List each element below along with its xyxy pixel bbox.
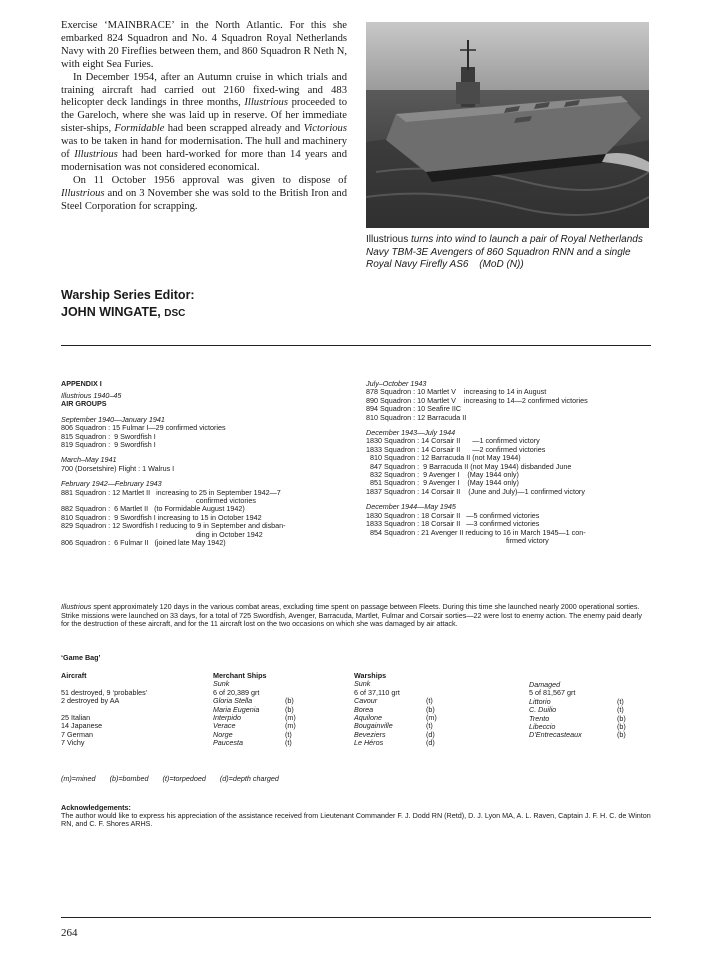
merchant-ship-row: Verace (m) bbox=[213, 721, 296, 731]
aircraft-row: 2 destroyed by AA bbox=[61, 696, 120, 706]
summary-note bbox=[61, 603, 651, 629]
aircraft-row: 7 German bbox=[61, 729, 93, 739]
legend-item: (m)=mined bbox=[61, 774, 96, 783]
appendix-left-line: 815 Squadron : 9 Swordfish I bbox=[61, 431, 156, 441]
warships-damaged-total: 5 of 81,567 grt bbox=[529, 688, 576, 698]
merchant-ship-row: Norge (t) bbox=[213, 729, 292, 739]
appendix-right-line: December 1943—July 1944 bbox=[366, 428, 456, 438]
appendix-left-line: AIR GROUPS bbox=[61, 399, 107, 409]
appendix-right-line: 894 Squadron : 10 Seafire IIC bbox=[366, 404, 462, 414]
warship-damaged-row: D’Entrecasteaux (b) bbox=[529, 730, 626, 740]
appendix-right-line: firmed victory bbox=[506, 535, 549, 545]
warship-sunk-row: Beveziers (d) bbox=[354, 729, 435, 739]
paragraph-1: Exercise ‘MAINBRACE’ in the North Atlantic. For this she embarked 824 Squadron and No. 4 Squadron Royal Netherlands Navy with 20 Fireflies between them, and 860 Squadron R Neth N, with eight Sea Furies. bbox=[61, 20, 347, 70]
merchant-header: Merchant Ships bbox=[213, 671, 267, 680]
game-bag-warships bbox=[354, 672, 444, 748]
game-bag-merchant bbox=[213, 672, 323, 748]
editor-label: Warship Series Editor: bbox=[61, 288, 195, 302]
appendix-right-line: 854 Squadron : 21 Avenger II reducing to 16 in March 1945—1 con- bbox=[370, 527, 586, 537]
warships-sunk-label: Sunk bbox=[354, 679, 371, 689]
game-bag-damaged bbox=[529, 681, 649, 740]
warship-damaged-row: Libeccio (b) bbox=[529, 722, 626, 732]
merchant-sunk-label: Sunk bbox=[213, 679, 230, 689]
appendix-left-line: confirmed victories bbox=[196, 496, 256, 506]
ship-photo bbox=[366, 22, 649, 228]
appendix-left-line: 829 Squadron : 12 Swordfish I reducing to 9 in September and disban- bbox=[61, 521, 286, 531]
aircraft-row: 25 Italian bbox=[61, 713, 91, 722]
appendix-right-line: 1833 Squadron : 14 Corsair II —2 confirmed victories bbox=[366, 444, 546, 454]
photo-caption bbox=[366, 234, 656, 272]
page-number: 264 bbox=[61, 927, 78, 939]
appendix-left-line: 806 Squadron : 6 Fulmar II (joined late May 1942) bbox=[61, 538, 226, 548]
legend-item: (d)=depth charged bbox=[219, 774, 279, 783]
appendix-right-line: 810 Squadron : 12 Barracuda II bbox=[366, 412, 467, 422]
paragraph-3-text: On 11 October 1956 approval was given to dispose of Illustrious and on 3 November she was sold to the British Iron and Steel Corporation for scrapping. bbox=[61, 174, 347, 212]
appendix-right-line: 810 Squadron : 12 Barracuda II (not May 1944) bbox=[370, 453, 521, 463]
warship-sunk-row: Cavour (t) bbox=[354, 696, 433, 706]
editor-suffix: DSC bbox=[164, 308, 186, 319]
caption-credit: (MoD (N)) bbox=[479, 259, 524, 270]
aircraft-carrier-image bbox=[366, 22, 649, 228]
warships-sunk-total: 6 of 37,110 grt bbox=[354, 687, 400, 697]
warship-sunk-row: Aquilone (m) bbox=[354, 713, 437, 723]
warship-damaged-row: C. Duilio (t) bbox=[529, 705, 624, 715]
aircraft-row: 14 Japanese bbox=[61, 721, 103, 731]
warships-damaged-label: Damaged bbox=[529, 680, 561, 689]
appendix-right-line: 1830 Squadron : 18 Corsair II —5 confirmed victories bbox=[366, 510, 540, 520]
merchant-ship-row: Interpido (m) bbox=[213, 713, 296, 723]
warship-sunk-row: Bougainville (t) bbox=[354, 721, 433, 731]
appendix-right-line: 1830 Squadron : 14 Corsair II —1 confirmed victory bbox=[366, 436, 540, 446]
paragraph-3 bbox=[61, 175, 347, 214]
appendix-title: APPENDIX I bbox=[61, 379, 102, 388]
appendix-left-line: 881 Squadron : 12 Martlet II increasing to 25 in September 1942—7 bbox=[61, 487, 281, 497]
appendix-right-line: 890 Squadron : 10 Martlet V increasing to 14—2 confirmed victories bbox=[366, 395, 588, 405]
appendix-right-line: 878 Squadron : 10 Martlet V increasing to 14 in August bbox=[366, 387, 547, 397]
appendix-left-line: 700 (Dorsetshire) Flight : 1 Walrus I bbox=[61, 463, 175, 473]
section-divider bbox=[61, 345, 651, 346]
legend-item: (t)=torpedoed bbox=[162, 774, 206, 783]
warship-sunk-row: Borea (b) bbox=[354, 704, 435, 714]
paragraph-2-text: In December 1954, after an Autumn cruise in which trials and training aircraft had carried out 2160 fixed-wing and 483 helicopter deck landings in three months, Illustrious proceeded to the Gareloch, where she was laid up in reserve. Of her immediate sister-ships, Formidable had been scrapped already and Victorious was to be taken in hand for modernisation. The hull and machinery of Illustrious had been hard-worked for more than 14 years and modernisation was not considered economical. bbox=[61, 71, 348, 173]
appendix-left-line: 806 Squadron : 15 Fulmar I—29 confirmed victories bbox=[61, 423, 226, 433]
appendix-left-line: September 1940—January 1941 bbox=[61, 414, 165, 424]
aircraft-row: 7 Vichy bbox=[61, 738, 85, 748]
warship-damaged-row: Trento (b) bbox=[529, 713, 626, 723]
appendix-left-line: 882 Squadron : 6 Martlet II (to Formidable August 1942) bbox=[61, 504, 245, 514]
caption-ship: Illustrious bbox=[366, 234, 409, 245]
merchant-ship-row: Gloria Stella (b) bbox=[213, 696, 294, 706]
appendix-left-line: 819 Squadron : 9 Swordfish I bbox=[61, 440, 156, 450]
game-bag-legend bbox=[61, 775, 461, 783]
summary-ship: Illustrious bbox=[61, 602, 92, 611]
acknowledgements-title: Acknowledgements: bbox=[61, 803, 131, 812]
appendix-left-line: Illustrious 1940–45 bbox=[61, 391, 122, 400]
game-bag-aircraft bbox=[61, 672, 201, 748]
paragraph-2 bbox=[61, 72, 347, 175]
aircraft-row: 51 destroyed, 9 ‘probables’ bbox=[61, 687, 148, 697]
appendix-left-column bbox=[61, 392, 351, 548]
appendix-left-line: March–May 1941 bbox=[61, 455, 117, 465]
warships-header: Warships bbox=[354, 671, 387, 680]
footer-divider bbox=[61, 917, 651, 918]
appendix-right-line: 1837 Squadron : 14 Corsair II (June and July)—1 confirmed victory bbox=[366, 486, 585, 496]
appendix-left-line: February 1942—February 1943 bbox=[61, 479, 162, 489]
acknowledgements-text: The author would like to express his appreciation of the assistance received from Lieutenant Commander F. J. Dodd RN (Retd), D. J. Lyon MA, A. L. Raven, Captain J. F. H. C. de Winton RN, and C. F. Shores ARHS. bbox=[61, 811, 651, 829]
appendix-right-line: July–October 1943 bbox=[366, 379, 427, 388]
merchant-ship-row: Maria Eugenia (b) bbox=[213, 704, 294, 714]
aircraft-header: Aircraft bbox=[61, 671, 87, 680]
legend-item: (b)=bombed bbox=[109, 774, 149, 783]
caption-text: turns into wind to launch a pair of Royal Netherlands Navy TBM-3E Avengers of 860 Squadron RNN and a single Royal Navy Firefly AS6 bbox=[366, 234, 643, 270]
body-text-column bbox=[61, 20, 347, 214]
appendix-right-column bbox=[366, 380, 666, 545]
warship-sunk-row: Le Héros (d) bbox=[354, 738, 435, 748]
appendix-right-line: 832 Squadron : 9 Avenger I (May 1944 only) bbox=[370, 470, 519, 480]
appendix-left-line: ding in October 1942 bbox=[196, 529, 263, 539]
summary-text: spent approximately 120 days in the various combat areas, excluding time spent on passage between Fleets. During this time she launched nearly 2000 operational sorties. Strike missions were launched on 33 days, for a total of 725 Swordfish, Avenger, Barracuda, Martlet, Fulmar and Corsair sorties—22 were lost to enemy action. The enemy paid dearly for the destruction of these aircraft, and for the 11 aircraft lost on the two occasions on which she was damaged by air attack. bbox=[61, 602, 643, 629]
appendix-left-line: 810 Squadron : 9 Swordfish I increasing to 15 in October 1942 bbox=[61, 512, 262, 522]
merchant-total: 6 of 20,389 grt bbox=[213, 687, 260, 697]
appendix-right-line: 1833 Squadron : 18 Corsair II —3 confirmed victories bbox=[366, 519, 540, 529]
game-bag-title: ‘Game Bag’ bbox=[61, 653, 101, 662]
editor-name: JOHN WINGATE, DSC bbox=[61, 305, 186, 319]
appendix-right-line: 851 Squadron : 9 Avenger I (May 1944 only) bbox=[370, 478, 519, 488]
appendix-right-line: December 1944—May 1945 bbox=[366, 502, 456, 512]
merchant-ship-row: Paucesta (t) bbox=[213, 738, 292, 748]
series-editor bbox=[61, 287, 195, 322]
appendix-right-line: 847 Squadron : 9 Barracuda II (not May 1944) disbanded June bbox=[370, 461, 572, 471]
warship-damaged-row: Littorio (t) bbox=[529, 696, 624, 706]
